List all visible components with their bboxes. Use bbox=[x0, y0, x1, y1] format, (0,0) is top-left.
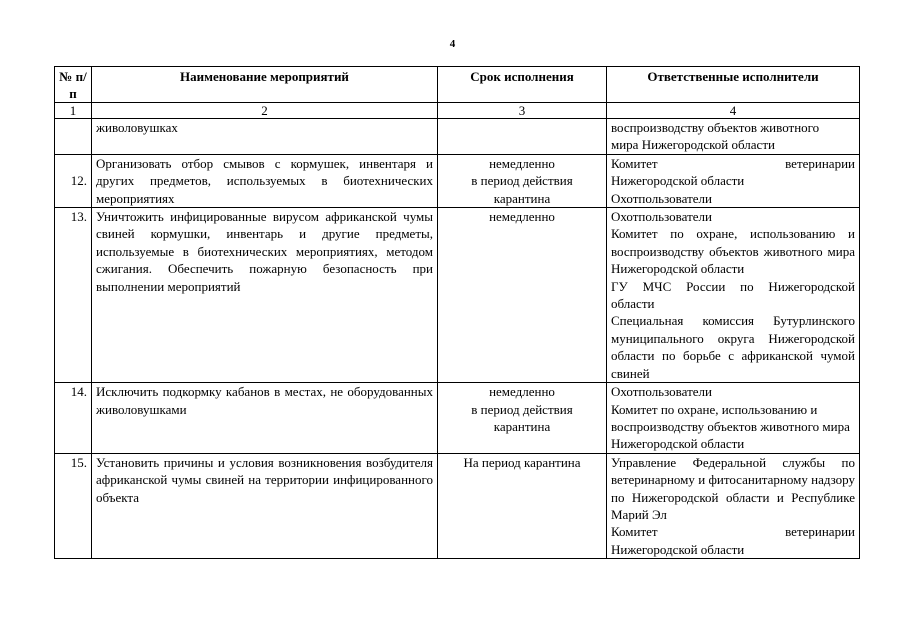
table-row bbox=[55, 453, 860, 558]
responsible-line: Специальная комиссия Бутурлинского муниципального округа Нижегородской области по борьбе с африканской чумой свиней bbox=[611, 313, 855, 381]
row-measure: Организовать отбор смывов с кормушек, инвентаря и других предметов, используемых в биотехнических мероприятиях bbox=[92, 154, 438, 207]
responsible-line: Нижегородской области bbox=[611, 541, 745, 557]
term-line: На период карантина bbox=[463, 454, 581, 470]
row-measure: Уничтожить инфицированные вирусом африканской чумы свиней кормушки, инвентарь и другие предметы, используемые в биотехнических мероприятиях, методом сжигания. Обеспечить пожарную безопасность при выполнении мероприятий bbox=[92, 208, 438, 383]
responsible-line: мира Нижегородской области bbox=[611, 137, 775, 153]
responsible-line: воспроизводству объектов животного bbox=[611, 120, 820, 135]
row-measure: живоловушках bbox=[92, 119, 438, 155]
row-responsible bbox=[607, 383, 860, 454]
row-number: 13. bbox=[55, 208, 92, 383]
header-num-text: № п/п bbox=[59, 69, 87, 101]
term-line: карантина bbox=[493, 190, 551, 206]
responsible-line: Комитет ветеринарии bbox=[611, 524, 855, 540]
row-number: 14. bbox=[55, 383, 92, 454]
responsible-line: ГУ МЧС России по Нижегородской области bbox=[611, 278, 855, 312]
column-number: 2 bbox=[92, 103, 438, 119]
header-resp: Ответственные исполнители bbox=[607, 67, 860, 103]
column-number: 3 bbox=[438, 103, 607, 119]
header-name: Наименование мероприятий bbox=[92, 67, 438, 103]
responsible-line: Охотпользователи bbox=[611, 209, 712, 225]
responsible-line: Нижегородской области bbox=[611, 173, 745, 189]
row-number bbox=[55, 119, 92, 155]
header-term: Срок исполнения bbox=[438, 67, 607, 103]
column-number: 4 bbox=[607, 103, 860, 119]
responsible-line: Комитет по охране, использованию и воспроизводству объектов животного мира Нижегородской области bbox=[611, 401, 850, 452]
responsible-line: Управление Федеральной службы по ветеринарному и фитосанитарному надзору по Нижегородской области и Республике Марий Эл bbox=[611, 454, 855, 522]
column-number: 1 bbox=[55, 103, 92, 119]
measures-table bbox=[54, 66, 860, 559]
term-line: карантина bbox=[493, 418, 551, 434]
row-measure: Установить причины и условия возникновения возбудителя африканской чумы свиней на территории инфицированного объекта bbox=[92, 453, 438, 558]
row-number: 15. bbox=[55, 453, 92, 558]
term-line: немедленно bbox=[489, 155, 555, 171]
table-row bbox=[55, 154, 860, 207]
row-responsible bbox=[607, 119, 860, 155]
row-number bbox=[55, 154, 92, 207]
table-header-row bbox=[55, 67, 860, 103]
page-number: 4 bbox=[449, 38, 456, 50]
row-measure: Исключить подкормку кабанов в местах, не оборудованных живоловушками bbox=[92, 383, 438, 454]
row-term bbox=[438, 119, 607, 155]
row-number-text: 12. bbox=[70, 173, 87, 189]
term-line: в период действия bbox=[471, 173, 573, 189]
responsible-line: Комитет по охране, использованию и воспроизводству объектов животного мира Нижегородской области bbox=[611, 226, 855, 277]
row-term bbox=[438, 154, 607, 207]
term-line: немедленно bbox=[489, 209, 555, 225]
header-num bbox=[55, 67, 92, 103]
term-line: в период действия bbox=[471, 401, 573, 417]
row-term bbox=[438, 383, 607, 454]
row-responsible bbox=[607, 453, 860, 558]
row-responsible bbox=[607, 208, 860, 383]
responsible-line: Комитет ветеринарии bbox=[611, 155, 855, 171]
row-term bbox=[438, 453, 607, 558]
responsible-line: Охотпользователи bbox=[611, 190, 712, 206]
row-responsible bbox=[607, 154, 860, 207]
row-term bbox=[438, 208, 607, 383]
column-number-row bbox=[55, 103, 860, 119]
table-row bbox=[55, 119, 860, 155]
table-row bbox=[55, 208, 860, 383]
responsible-line: Охотпользователи bbox=[611, 384, 712, 400]
term-line: немедленно bbox=[489, 384, 555, 400]
table-row bbox=[55, 383, 860, 454]
